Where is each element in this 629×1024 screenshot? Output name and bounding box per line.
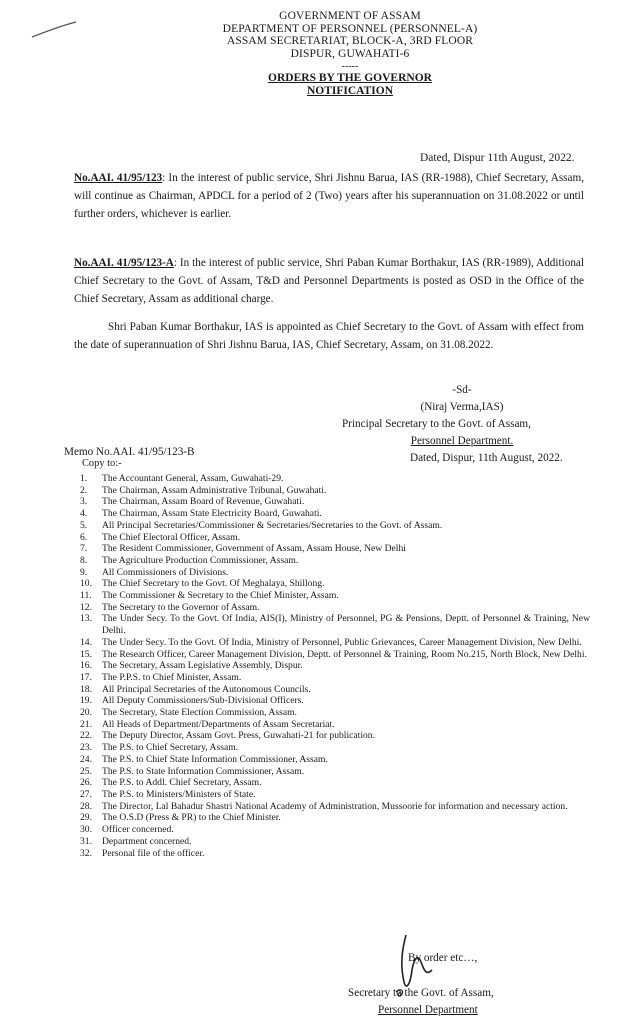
copy-list-item bbox=[80, 848, 590, 860]
memo-date: Dated, Dispur, 11th August, 2022. bbox=[410, 452, 563, 464]
header-separator: ----- bbox=[341, 61, 359, 73]
copy-list-text: All Principal Secretaries/Commissioner & Secretaries/Secretaries to the Govt. of Assam. bbox=[102, 519, 443, 531]
copy-list-number: 19. bbox=[80, 695, 92, 707]
order-ref-1: No.AAI. 41/95/123 bbox=[74, 172, 163, 184]
copy-list-text: Department concerned. bbox=[102, 835, 192, 847]
copy-list-text: The Secretary, Assam Legislative Assembly, Dispur. bbox=[102, 660, 303, 672]
copy-list-number: 8. bbox=[80, 554, 88, 566]
copy-list-text: The Chairman, Assam Board of Revenue, Guwahati. bbox=[102, 496, 305, 508]
copy-list-text: The Chief Secretary to the Govt. Of Meghalaya, Shillong. bbox=[102, 578, 325, 590]
copy-list-number: 22. bbox=[80, 730, 92, 742]
order-paragraph-2 bbox=[74, 254, 584, 308]
copy-list-text: The Research Officer, Career Management Division, Deptt. of Personnel & Training, Room No.215, North Block, New Delhi. bbox=[102, 648, 587, 660]
copy-list-text: The Chairman, Assam Administrative Tribunal, Guwahati. bbox=[102, 484, 327, 496]
copy-list-number: 13. bbox=[80, 613, 92, 625]
copy-list-item bbox=[80, 695, 590, 707]
copy-list-number: 18. bbox=[80, 683, 92, 695]
copy-list-number: 5. bbox=[80, 519, 88, 531]
copy-list-item bbox=[80, 777, 590, 789]
signatory-designation: Principal Secretary to the Govt. of Assam, bbox=[342, 418, 531, 430]
copy-list-text: The Resident Commissioner, Government of Assam, Assam House, New Delhi bbox=[102, 543, 406, 555]
copy-list-item bbox=[80, 812, 590, 824]
signature-block bbox=[342, 382, 582, 467]
copy-list-number: 10. bbox=[80, 578, 92, 590]
copy-list-item bbox=[80, 496, 590, 508]
copy-list-item bbox=[80, 567, 590, 579]
copy-list-text: The P.S. to Ministers/Ministers of State. bbox=[102, 788, 256, 800]
copy-list-number: 29. bbox=[80, 812, 92, 824]
copy-list-item bbox=[80, 684, 590, 696]
copy-list-text: The P.S. to Addl. Chief Secretary, Assam. bbox=[102, 777, 262, 789]
copy-to-label: Copy to:- bbox=[82, 458, 122, 469]
copy-list-text: The Chief Electoral Officer, Assam. bbox=[102, 531, 240, 543]
copy-list-item bbox=[80, 766, 590, 778]
copy-list-item bbox=[80, 730, 590, 742]
copy-list-text: All Principal Secretaries of the Autonomous Councils. bbox=[102, 683, 311, 695]
copy-list-item bbox=[80, 836, 590, 848]
footer-department: Personnel Department bbox=[378, 1004, 478, 1016]
copy-list-item bbox=[80, 473, 590, 485]
header-line-secretariat: ASSAM SECRETARIAT, BLOCK-A, 3RD FLOOR bbox=[226, 35, 473, 48]
copy-list-item bbox=[80, 660, 590, 672]
memo-number: Memo No.AAI. 41/95/123-B bbox=[64, 446, 195, 458]
letterhead bbox=[150, 10, 550, 98]
header-line-dept: DEPARTMENT OF PERSONNEL (PERSONNEL-A) bbox=[222, 22, 478, 35]
copy-list-text: The Secretary, State Election Commission, Assam. bbox=[102, 707, 297, 719]
copy-list-item bbox=[80, 754, 590, 766]
copy-list-text: All Commissioners of Divisions. bbox=[102, 566, 229, 578]
copy-list-number: 15. bbox=[80, 648, 92, 660]
copy-list-item bbox=[80, 801, 590, 813]
copy-list-text: All Heads of Department/Departments of Assam Secretariat. bbox=[102, 718, 335, 730]
notification-date: Dated, Dispur 11th August, 2022. bbox=[420, 152, 575, 164]
copy-list-text: The Commissioner & Secretary to the Chief Minister, Assam. bbox=[102, 590, 339, 602]
copy-list-text: The Accountant General, Assam, Guwahati-29. bbox=[102, 473, 284, 484]
copy-list-item bbox=[80, 637, 590, 649]
copy-list-text: All Deputy Commissioners/Sub-Divisional Officers. bbox=[102, 695, 304, 707]
copy-list-text: The Chairman, Assam State Electricity Board, Guwahati. bbox=[102, 508, 322, 520]
copy-list-number: 28. bbox=[80, 800, 92, 812]
copy-list-number: 11. bbox=[80, 590, 92, 602]
copy-list-text: The P.S. to Chief State Information Commissioner, Assam. bbox=[102, 753, 328, 765]
signatory-name: (Niraj Verma,IAS) bbox=[420, 401, 504, 413]
copy-list-text: Officer concerned. bbox=[102, 824, 174, 836]
copy-list-number: 12. bbox=[80, 601, 92, 613]
copy-list-number: 21. bbox=[80, 718, 92, 730]
copy-list-number: 9. bbox=[80, 566, 88, 578]
copy-list-item bbox=[80, 578, 590, 590]
copy-list-number: 6. bbox=[80, 531, 88, 543]
copy-list-number: 24. bbox=[80, 753, 92, 765]
copy-list-item bbox=[80, 485, 590, 497]
signatory-department: Personnel Department. bbox=[410, 435, 514, 447]
order-paragraph-1 bbox=[74, 169, 584, 223]
copy-list-number: 27. bbox=[80, 788, 92, 800]
copy-list-text: The Agriculture Production Commissioner, Assam. bbox=[102, 554, 299, 566]
copy-list-number: 31. bbox=[80, 835, 92, 847]
copy-list-item bbox=[80, 719, 590, 731]
copy-list-item bbox=[80, 789, 590, 801]
copy-list-number: 17. bbox=[80, 671, 92, 683]
copy-list-text: The Under Secy. To the Govt. Of India, AIS(I), Ministry of Personnel, PG & Pensions, Deptt. of Personnel & Training, New Delhi. bbox=[102, 613, 590, 637]
notification-title: NOTIFICATION bbox=[306, 85, 394, 98]
copy-list-text: The P.S. to State Information Commissioner, Assam. bbox=[102, 765, 305, 777]
copy-list-item bbox=[80, 672, 590, 684]
copy-list-item bbox=[80, 649, 590, 661]
copy-list-item bbox=[80, 602, 590, 614]
copy-list-text: The Director, Lal Bahadur Shastri National Academy of Administration, Mussoorie for information and necessary action. bbox=[102, 800, 568, 812]
copy-list-text: The P.P.S. to Chief Minister, Assam. bbox=[102, 671, 242, 683]
pen-stroke-mark bbox=[30, 20, 80, 40]
header-line-govt: GOVERNMENT OF ASSAM bbox=[279, 10, 421, 22]
footer-secretary: Secretary to the Govt. of Assam, bbox=[348, 987, 494, 999]
copy-list-item bbox=[80, 532, 590, 544]
copy-list-text: The O.S.D (Press & PR) to the Chief Minister. bbox=[102, 812, 281, 824]
copy-list-number: 2. bbox=[80, 484, 88, 496]
copy-list-number: 25. bbox=[80, 765, 92, 777]
order-ref-2: No.AAI. 41/95/123-A bbox=[74, 257, 174, 269]
copy-list-text: The Secretary to the Governor of Assam. bbox=[102, 601, 260, 613]
copy-list-number: 23. bbox=[80, 742, 92, 754]
copy-list-item bbox=[80, 543, 590, 555]
order-text-2: : In the interest of public service, Shri Paban Kumar Borthakur, IAS (RR-1989), Additional Chief Secretary to the Govt. of Assam, T&D and Personnel Departments is posted as OSD in the Office of the Chief Secretary, Assam as additional charge. bbox=[74, 257, 584, 305]
copy-list-item bbox=[80, 555, 590, 567]
order-text-1: : In the interest of public service, Shri Jishnu Barua, IAS (RR-1988), Chief Secretary, Assam, will continue as Chairman, APDCL for a period of 2 (Two) years after his superannuation on 31.08.2022 or until further orders, whichever is earlier. bbox=[74, 172, 584, 220]
copy-list-number: 32. bbox=[80, 847, 92, 859]
copy-list-number: 1. bbox=[80, 473, 88, 484]
copy-list-text: The Under Secy. To the Govt. Of India, Ministry of Personnel, Public Grievances, Career Management Division, New Delhi. bbox=[102, 636, 582, 648]
copy-list-number: 16. bbox=[80, 660, 92, 672]
copy-to-list bbox=[80, 473, 590, 859]
copy-list-number: 4. bbox=[80, 508, 88, 520]
order-paragraph-3: Shri Paban Kumar Borthakur, IAS is appointed as Chief Secretary to the Govt. of Assam with effect from the date of superannuation of Shri Jishnu Barua, IAS, Chief Secretary, Assam, on 31.08.2022. bbox=[74, 321, 584, 351]
copy-list-number: 26. bbox=[80, 777, 92, 789]
copy-list-item bbox=[80, 590, 590, 602]
copy-list-text: The Deputy Director, Assam Govt. Press, Guwahati-21 for publication. bbox=[102, 730, 375, 742]
copy-list-item bbox=[80, 613, 590, 636]
copy-list-number: 30. bbox=[80, 824, 92, 836]
copy-list-item bbox=[80, 508, 590, 520]
header-line-address: DISPUR, GUWAHATI-6 bbox=[290, 47, 410, 60]
copy-list-number: 7. bbox=[80, 543, 88, 555]
orders-title: ORDERS BY THE GOVERNOR bbox=[268, 72, 432, 85]
copy-list-item bbox=[80, 520, 590, 532]
copy-list-item bbox=[80, 707, 590, 719]
copy-list-item bbox=[80, 742, 590, 754]
by-order-text: By order etc…, bbox=[408, 952, 478, 964]
copy-list-number: 20. bbox=[80, 707, 92, 719]
copy-list-number: 3. bbox=[80, 496, 88, 508]
copy-list-item bbox=[80, 824, 590, 836]
copy-list-text: Personal file of the officer. bbox=[102, 847, 205, 859]
signed-mark: -Sd- bbox=[452, 384, 472, 396]
copy-list-text: The P.S. to Chief Secretary, Assam. bbox=[102, 742, 239, 754]
copy-list-number: 14. bbox=[80, 636, 92, 648]
